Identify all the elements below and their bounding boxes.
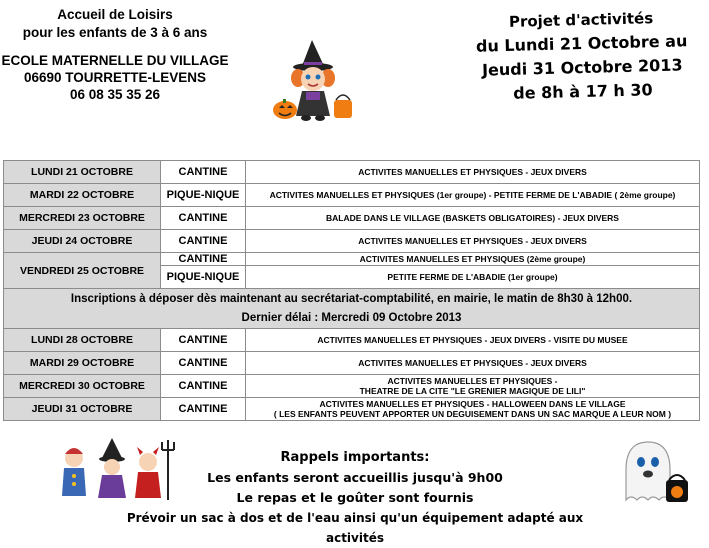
- registration-deadline: Dernier délai : Mercredi 09 Octobre 2013: [241, 311, 462, 324]
- day-cell: MARDI 22 OCTOBRE: [4, 184, 161, 207]
- table-row: [4, 161, 700, 184]
- school-address: 06690 TOURRETTE-LEVENS: [23, 70, 207, 85]
- reminder-item: Prévoir un sac à dos et de l'eau ainsi qu'un équipement adapté aux activités: [126, 511, 584, 545]
- reminder-item: Le repas et le goûter sont fournis: [236, 490, 474, 505]
- table-row: [4, 253, 700, 266]
- table-row: [4, 398, 700, 421]
- project-title: [461, 5, 703, 107]
- reminder-item: Les enfants seront accueillis jusqu'à 9h00: [207, 470, 503, 485]
- activity-cell: [246, 398, 700, 421]
- activity-line: THEATRE DE LA CITE "LE GRENIER MAGIQUE DE LILI": [359, 386, 586, 396]
- project-date-start: du Lundi 21 Octobre au: [475, 31, 688, 56]
- meal-cell: CANTINE: [161, 207, 246, 230]
- project-hours: de 8h à 17 h 30: [513, 80, 653, 103]
- activity-cell: ACTIVITES MANUELLES ET PHYSIQUES - JEUX DIVERS: [246, 161, 700, 184]
- activity-line: ACTIVITES MANUELLES ET PHYSIQUES -: [387, 376, 558, 386]
- table-row: [4, 184, 700, 207]
- day-cell: JEUDI 24 OCTOBRE: [4, 230, 161, 253]
- table-row: [4, 375, 700, 398]
- reminders-section: [100, 448, 610, 548]
- day-cell: LUNDI 21 OCTOBRE: [4, 161, 161, 184]
- meal-cell: PIQUE-NIQUE: [161, 184, 246, 207]
- table-row: [4, 352, 700, 375]
- school-phone: 06 08 35 35 26: [69, 87, 161, 102]
- day-cell: JEUDI 31 OCTOBRE: [4, 398, 161, 421]
- project-heading: Projet d'activités: [508, 9, 654, 31]
- table-row: [4, 230, 700, 253]
- day-cell: VENDREDI 25 OCTOBRE: [4, 253, 161, 289]
- activity-cell: [246, 375, 700, 398]
- meal-cell: PIQUE-NIQUE: [161, 266, 246, 289]
- activity-cell: PETITE FERME DE L'ABADIE (1er groupe): [246, 266, 700, 289]
- day-cell: MERCREDI 23 OCTOBRE: [4, 207, 161, 230]
- organizer-subtitle: pour les enfants de 3 à 6 ans: [22, 25, 208, 40]
- meal-cell: CANTINE: [161, 253, 246, 266]
- registration-notice-line: Inscriptions à déposer dès maintenant au secrétariat-comptabilité, en mairie, le matin de 8h30 à 12h00.: [70, 292, 633, 305]
- school-name: ECOLE MATERNELLE DU VILLAGE: [1, 53, 229, 68]
- meal-cell: CANTINE: [161, 161, 246, 184]
- activity-line: ( LES ENFANTS PEUVENT APPORTER UN DEGUISEMENT DANS UN SAC MARQUE A LEUR NOM ): [273, 409, 672, 419]
- activity-cell: BALADE DANS LE VILLAGE (BASKETS OBLIGATOIRES) - JEUX DIVERS: [246, 207, 700, 230]
- organizer-info: [0, 6, 230, 103]
- day-cell: LUNDI 28 OCTOBRE: [4, 329, 161, 352]
- activity-cell: ACTIVITES MANUELLES ET PHYSIQUES - JEUX DIVERS - VISITE DU MUSEE: [246, 329, 700, 352]
- activity-cell: ACTIVITES MANUELLES ET PHYSIQUES - JEUX DIVERS: [246, 230, 700, 253]
- registration-notice: [4, 289, 700, 329]
- table-row: [4, 207, 700, 230]
- organizer-title: Accueil de Loisirs: [57, 7, 173, 22]
- activity-schedule-table: [3, 160, 700, 421]
- reminders-title: Rappels importants:: [280, 450, 430, 465]
- activity-line: ACTIVITES MANUELLES ET PHYSIQUES - HALLOWEEN DANS LE VILLAGE: [319, 399, 626, 409]
- ghost-illustration: [612, 438, 694, 508]
- project-date-end: Jeudi 31 Octobre 2013: [481, 55, 683, 80]
- activity-cell: ACTIVITES MANUELLES ET PHYSIQUES - JEUX DIVERS: [246, 352, 700, 375]
- day-cell: MARDI 29 OCTOBRE: [4, 352, 161, 375]
- meal-cell: CANTINE: [161, 398, 246, 421]
- activity-cell: ACTIVITES MANUELLES ET PHYSIQUES (2ème groupe): [246, 253, 700, 266]
- table-row: [4, 329, 700, 352]
- activity-cell: ACTIVITES MANUELLES ET PHYSIQUES (1er groupe) - PETITE FERME DE L'ABADIE ( 2ème groupe): [246, 184, 700, 207]
- registration-notice-row: [4, 289, 700, 329]
- day-cell: MERCREDI 30 OCTOBRE: [4, 375, 161, 398]
- meal-cell: CANTINE: [161, 352, 246, 375]
- meal-cell: CANTINE: [161, 375, 246, 398]
- meal-cell: CANTINE: [161, 230, 246, 253]
- witch-illustration: [268, 38, 358, 124]
- meal-cell: CANTINE: [161, 329, 246, 352]
